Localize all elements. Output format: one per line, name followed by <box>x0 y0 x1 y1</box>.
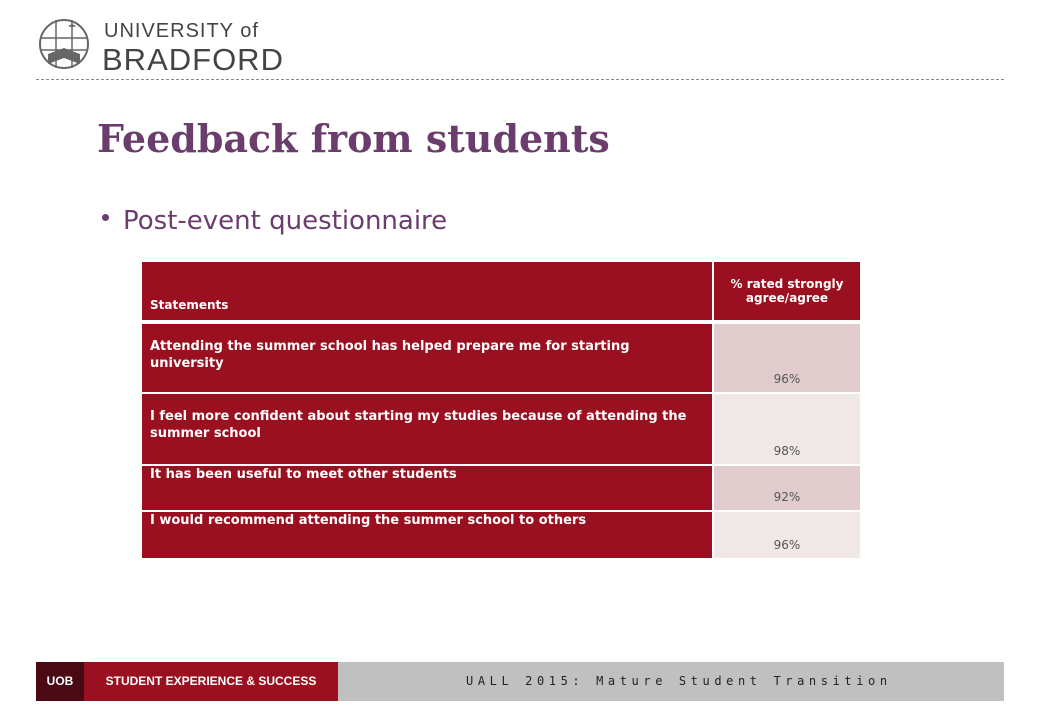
table-row <box>142 465 860 511</box>
row-value: 96% <box>713 322 860 393</box>
feedback-table <box>142 262 860 560</box>
globe-book-logo-icon <box>38 18 90 70</box>
bullet-dot-icon <box>102 214 109 221</box>
row-statement: Attending the summer school has helped prepare me for starting university <box>142 322 713 393</box>
table-header-row <box>142 262 860 322</box>
row-statement: I feel more confident about starting my studies because of attending the summer school <box>142 393 713 465</box>
bullet-item <box>102 206 447 236</box>
row-statement: It has been useful to meet other students <box>142 465 713 511</box>
university-logo <box>38 14 298 77</box>
table-row <box>142 393 860 465</box>
row-statement: I would recommend attending the summer school to others <box>142 511 713 559</box>
header-divider <box>36 79 1004 80</box>
row-value: 92% <box>713 465 860 511</box>
table-row <box>142 511 860 559</box>
header-statements: Statements <box>142 262 713 322</box>
logo-bradford-text: BRADFORD <box>102 42 284 77</box>
bullet-text: Post-event questionnaire <box>123 206 448 236</box>
footer-bar <box>36 662 1004 701</box>
slide-title: Feedback from students <box>97 116 610 161</box>
logo-university-text: UNIVERSITY of <box>104 20 259 42</box>
footer-uob-badge: UOB <box>36 662 84 701</box>
header-percent: % rated strongly agree/agree <box>713 262 860 322</box>
footer-department: STUDENT EXPERIENCE & SUCCESS <box>84 662 338 701</box>
table-row <box>142 322 860 393</box>
row-value: 96% <box>713 511 860 559</box>
row-value: 98% <box>713 393 860 465</box>
footer-event-text: UALL 2015: Mature Student Transition <box>466 674 892 688</box>
